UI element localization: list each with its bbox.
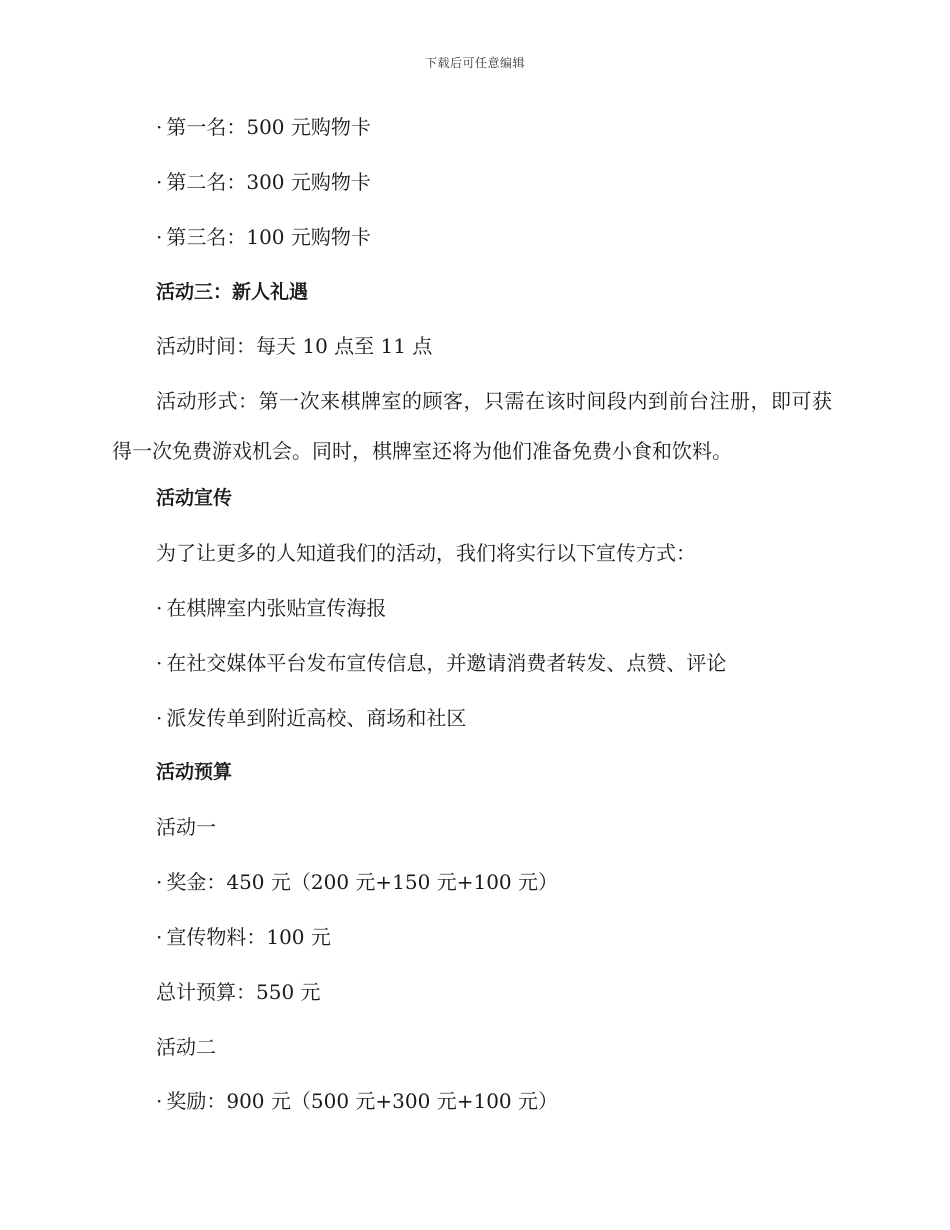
budget-activity2-item-1: [156, 1088, 558, 1114]
budget-heading: 活动预算: [156, 761, 233, 783]
budget-activity1-total: 总计预算：550 元: [156, 980, 321, 1004]
prize-item-2: [156, 169, 371, 195]
promotion-item-1: [156, 595, 386, 621]
promotion-text: 派发传单到附近高校、商场和社区: [166, 706, 467, 730]
bullet-dot: ·: [156, 596, 163, 620]
prize-text: 第二名：300 元购物卡: [166, 170, 371, 194]
budget-activity2-label: 活动二: [156, 1035, 216, 1059]
page-header: 下载后可任意编辑: [424, 56, 525, 70]
promotion-heading: 活动宣传: [156, 487, 233, 509]
promotion-text: 在社交媒体平台发布宣传信息，并邀请消费者转发、点赞、评论: [166, 651, 727, 675]
promotion-item-3: [156, 705, 466, 731]
activity3-heading: 活动三：新人礼遇: [156, 281, 309, 303]
bullet-dot: ·: [156, 225, 163, 249]
budget-activity1-label: 活动一: [156, 815, 216, 839]
bullet-dot: ·: [156, 170, 163, 194]
prize-text: 第三名：100 元购物卡: [166, 225, 371, 249]
bullet-dot: ·: [156, 870, 163, 894]
activity3-form: 活动形式：第一次来棋牌室的顾客，只需在该时间段内到前台注册，即可获得一次免费游戏机会。同时，棋牌室还将为他们准备免费小食和饮料。: [112, 389, 832, 463]
budget-activity1-item-2: [156, 924, 331, 950]
bullet-dot: ·: [156, 651, 163, 675]
budget-item-text: 宣传物料：100 元: [166, 925, 331, 949]
prize-item-3: [156, 224, 371, 250]
budget-item-text: 奖金：450 元（200 元+150 元+100 元）: [166, 870, 558, 894]
promotion-item-2: [156, 650, 726, 676]
activity3-time: 活动时间：每天 10 点至 11 点: [156, 334, 433, 358]
bullet-dot: ·: [156, 115, 163, 139]
bullet-dot: ·: [156, 925, 163, 949]
prize-item-1: [156, 114, 371, 140]
budget-item-text: 奖励：900 元（500 元+300 元+100 元）: [166, 1089, 558, 1113]
bullet-dot: ·: [156, 706, 163, 730]
promotion-intro: 为了让更多的人知道我们的活动，我们将实行以下宣传方式：: [156, 541, 696, 565]
prize-text: 第一名：500 元购物卡: [166, 115, 371, 139]
budget-activity1-item-1: [156, 869, 558, 895]
bullet-dot: ·: [156, 1089, 163, 1113]
promotion-text: 在棋牌室内张贴宣传海报: [166, 596, 387, 620]
